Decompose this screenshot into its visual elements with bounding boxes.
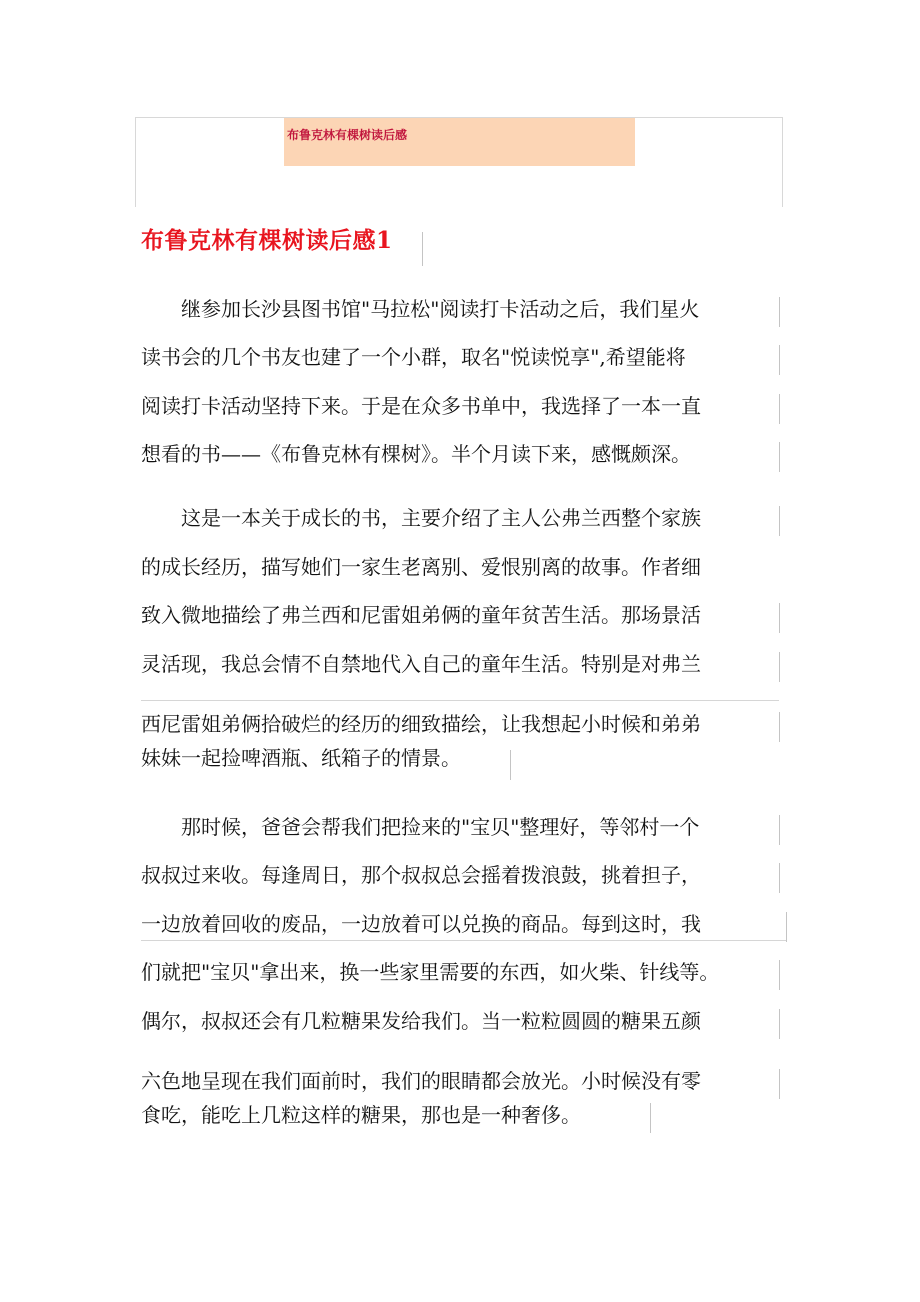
margin-mark: [786, 912, 787, 942]
margin-mark: [141, 940, 786, 941]
text-line: 继参加长沙县图书馆"马拉松"阅读打卡活动之后，我们星火: [141, 297, 700, 321]
header-title: 布鲁克林有棵树读后感: [287, 128, 408, 142]
text-line: 致入微地描绘了弗兰西和尼雷姐弟俩的童年贫苦生活。那场景活: [141, 603, 701, 627]
document-title: 布鲁克林有棵树读后感1: [141, 227, 393, 254]
text-line: 叔叔过来收。每逢周日，那个叔叔总会摇着拨浪鼓，挑着担子，: [141, 863, 701, 887]
margin-mark: [650, 1103, 651, 1133]
margin-mark: [779, 345, 780, 375]
margin-mark: [779, 1009, 780, 1039]
margin-mark: [779, 960, 780, 990]
text-line: 的成长经历，描写她们一家生老离别、爱恨别离的故事。作者细: [141, 555, 701, 579]
margin-mark: [779, 394, 780, 424]
text-line: 们就把"宝贝"拿出来，换一些家里需要的东西，如火柴、针线等。: [141, 960, 720, 984]
text-line: 妹妹一起捡啤酒瓶、纸箱子的情景。: [141, 746, 461, 770]
text-line: 想看的书——《布鲁克林有棵树》。半个月读下来，感慨颇深。: [141, 442, 691, 466]
margin-mark: [779, 506, 780, 536]
margin-mark: [779, 652, 780, 682]
text-line: 偶尔，叔叔还会有几粒糖果发给我们。当一粒粒圆圆的糖果五颜: [141, 1009, 701, 1033]
text-line: 灵活现，我总会情不自禁地代入自己的童年生活。特别是对弗兰: [141, 652, 701, 676]
text-line: 那时候，爸爸会帮我们把捡来的"宝贝"整理好，等邻村一个: [141, 815, 700, 839]
text-line: 阅读打卡活动坚持下来。于是在众多书单中，我选择了一本一直: [141, 394, 701, 418]
margin-mark: [510, 750, 511, 780]
text-line: 西尼雷姐弟俩拾破烂的经历的细致描绘，让我想起小时候和弟弟: [141, 712, 701, 736]
margin-mark: [422, 232, 423, 266]
text-line: 一边放着回收的废品，一边放着可以兑换的商品。每到这时，我: [141, 912, 701, 936]
margin-mark: [779, 603, 780, 633]
margin-mark: [779, 712, 780, 742]
text-line: 食吃，能吃上几粒这样的糖果，那也是一种奢侈。: [141, 1103, 581, 1127]
margin-mark: [779, 863, 780, 893]
text-line: 六色地呈现在我们面前时，我们的眼睛都会放光。小时候没有零: [141, 1069, 701, 1093]
margin-mark: [779, 442, 780, 472]
margin-mark: [779, 815, 780, 845]
text-line: 读书会的几个书友也建了一个小群，取名"悦读悦享",希望能将: [141, 345, 686, 369]
margin-mark: [141, 700, 779, 701]
margin-mark: [779, 297, 780, 327]
margin-mark: [779, 1069, 780, 1099]
text-line: 这是一本关于成长的书，主要介绍了主人公弗兰西整个家族: [141, 506, 701, 530]
